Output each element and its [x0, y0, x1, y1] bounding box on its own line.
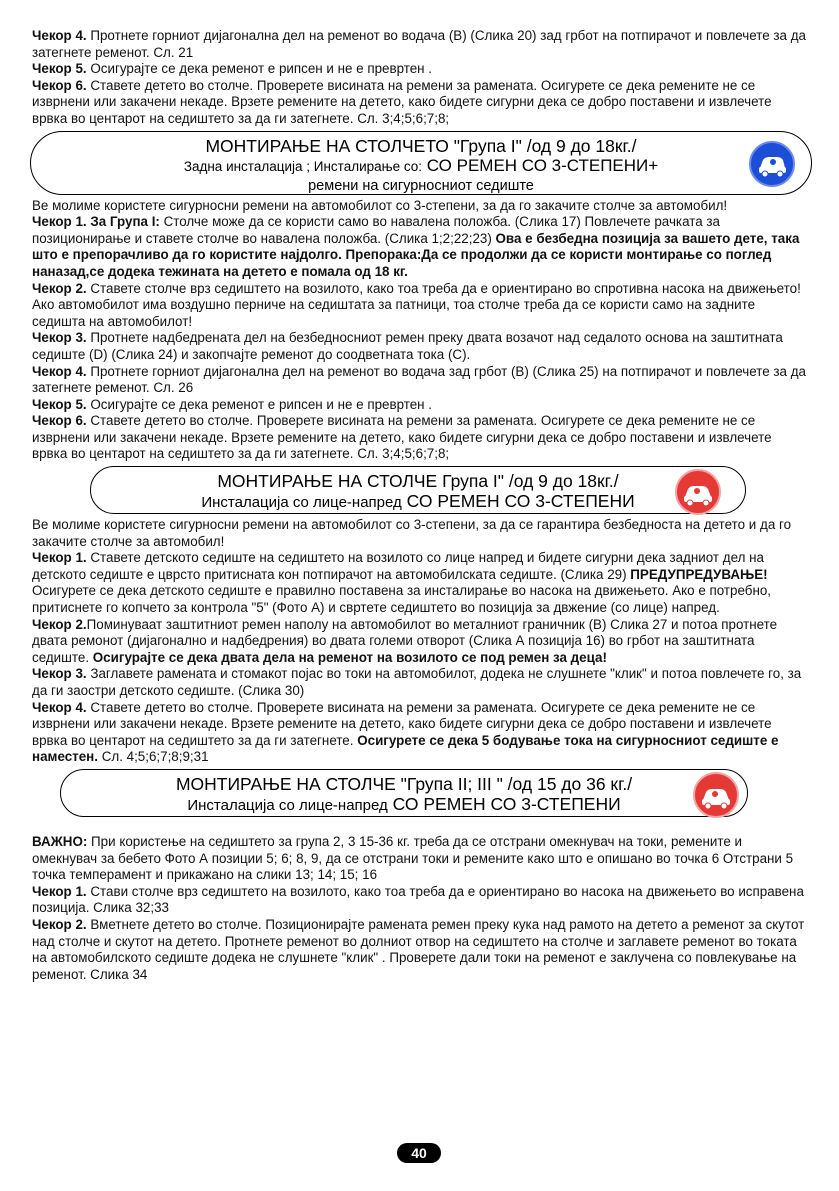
banner-title: МОНТИРАЊЕ НА СТОЛЧЕТО "Група I" /од 9 до 18кг./ [205, 135, 637, 156]
paragraph: Ве молиме користете сигурносни ремени на автомобилот со 3-степени, за да се гарантира безбедноста на детето и да го закачите столче за автомобил! [32, 517, 792, 549]
paragraph: Чекор 5. Осигурајте се дека ременот е рипсен и не е превртен . [32, 396, 433, 412]
section-banner-rear-facing [30, 131, 812, 195]
car-backward-icon [675, 469, 721, 515]
paragraph: Чекор 4. Ставете детето во столче. Проверете висината на ремени за рамената. Осигурете се дека ремените не се изврнени или закачени некаде. Врзете ремените на детето, како бидете сигурни дека се добро поставени и извлечете врвка во центарот на седиштето за да ги затегнете. Осигурете се дека 5 бодување тока на сигурносниот седиште е наместен. Сл. 4;5;6;7;8;9;31 [32, 699, 779, 765]
paragraph: Чекор 2.Поминуваат заштитниот ремен наполу на автомобилот во металниот граничник (B) Слика 27 и потоа протнете двата ремонот (дијагонално и надбедрения) во двата големи отворот (Слика А позиција 16) во грбот на заштитната седиште. Осигурајте се дека двата дела на ременот на возилото се под ремен за деца! [32, 616, 778, 665]
paragraph: Ве молиме користете сигурносни ремени на автомобилот со 3-степени, за да го закачите столче за автомобил! [32, 197, 728, 213]
paragraph: ВАЖНО: При користење на седиштето за група 2, 3 15-36 кг. треба да се отстрани омекнувач на токи, ремените и омекнувач за бебето Фото А позиции 5; 6; 8, 9, да се отстрани токи и ремените како што е опишано во точка 6 Отстрани 5 точка темперамент и прикажано на слики 13; 14; 15; 16 [32, 833, 794, 883]
paragraph: Чекор 6. Ставете детето во столче. Проверете висината на ремени за рамената. Осигурете се дека ремените не се изврнени или закачени некаде. Врзете ремените на детето, како бидете сигурни дека се добро поставени и извлечете врвка во центарот на седиштето за да ги затегнете. Сл. 3;4;5;6;7;8; [32, 77, 772, 126]
section-banner-forward-facing-group1 [90, 466, 746, 514]
paragraph: Чекор 4. Протнете горниот дијагонална дел на ременот во водача зад грбот (B) (Слика 25) на потпирачот и повлечете за да затегнете ременот. Сл. 26 [32, 363, 806, 396]
car-forward-icon [749, 141, 795, 187]
banner-title: МОНТИРАЊЕ НА СТОЛЧЕ Група I" /од 9 до 18кг./ [217, 471, 619, 492]
paragraph: Чекор 3. Заглавете рамената и стомакот појас во токи на автомобилот, додека не слушнете "клик" и потоа повлечете го, за да ги заостри детското седиште. (Слика 30) [32, 666, 802, 698]
banner-subtitle-2: ремени на сигурносниот седиште [308, 177, 534, 194]
banner-title: МОНТИРАЊЕ НА СТОЛЧЕ "Група II; III " /од 15 до 36 кг./ [175, 773, 633, 794]
paragraph: Чекор 1. Стави столче врз седиштето на возилото, како тоа треба да е ориентирано во насока на движењето во исправена позиција. Слика 32;33 [32, 883, 804, 916]
section-banner-forward-facing-group23 [60, 769, 748, 817]
paragraph: Чекор 3. Протнете надбедрената дел на безбедносниот ремен преку двата возачот над седалото основа на заштитната седиште (D) (Слика 24) и закопчајте ременот до соодветната тока (C). [32, 330, 783, 362]
banner-subtitle: Инсталација со лице-напред СО РЕМЕН СО 3-СТЕПЕНИ [187, 793, 621, 814]
banner-subtitle: Задна инсталација ; Инсталирање со: СО РЕМЕН СО 3-СТЕПЕНИ+ [183, 155, 659, 175]
banner-subtitle: Инсталација со лице-напред СО РЕМЕН СО 3-СТЕПЕНИ [201, 491, 635, 512]
paragraph: Чекор 6. Ставете детето во столче. Проверете висината на ремени за рамената. Осигурете се дека ремените не се изврнени или закачени некаде. Врзете ремените на детето, како бидете сигурни дека се добро поставени и извлечете врвка во центарот на седиштето за да ги затегнете. Сл. 3;4;5;6;7;8; [32, 413, 772, 462]
paragraph: Чекор 1. За Група I: Столче може да се користи само во навалена положба. (Слика 17) Повлечете рачката за позиционирање и ставете столче во навалена положба. (Слика 1;2;22;23) Ова е безбедна позиција за вашето дете, така што е препорачливо да го користите најдолго. Препорака:Да се продолжи да се користи монтирање со поглед наназад,се додека тежината на детето е помала од 18 кг. [32, 214, 800, 279]
paragraph: Чекор 4. Протнете горниот дијагонална дел на ременот во водача (B) (Слика 20) зад грбот на потпирачот и повлечете за да затегнете ременот. Сл. 21 [32, 28, 806, 60]
car-backward-icon [693, 772, 739, 818]
manual-page [32, 28, 810, 983]
paragraph: Чекор 1. Ставете детското седиште на седиштето на возилото со лице напред и бидете сигурни дека задниот дел на детското седиште е цврсто притисната кон потпирачот на автомобилската седиште. (Слика 29) ПРЕДУПРЕДУВАЊЕ! Осигурете се дека детското седиште е правилно поставена за инсталирање во насока на движењето. Ако е потребно, притиснете го копчето за контрола "5" (Фото А) и свртете седиштето во позиција за двжение (со лице) напред. [32, 550, 772, 616]
paragraph: Чекор 2. Ставете столче врз седиштето на возилото, како тоа треба да е ориентирано во спротивна насока на движењето! Ако автомобилот има воздушно перниче на седиштата за патници, тоа столче треба да се користи само на задните седишта на автомобилот! [32, 280, 801, 329]
page-number: 40 [397, 1143, 441, 1163]
paragraph: Чекор 5. Осигурајте се дека ременот е рипсен и не е превртен . [32, 61, 433, 77]
paragraph: Чекор 2. Вметнете детето во столче. Позиционирајте рамената ремен преку кука над рамото на детето а ременот за скутот над столче и скутот на детето. Протнете ременот во долниот отвор на седиштето на столче и заглавете ременот во токата на автомобилското седиште додека не слушнете "клик" . Проверете дали токи на ременот е заклучена со повлекување на ременот. Слика 34 [32, 916, 805, 982]
